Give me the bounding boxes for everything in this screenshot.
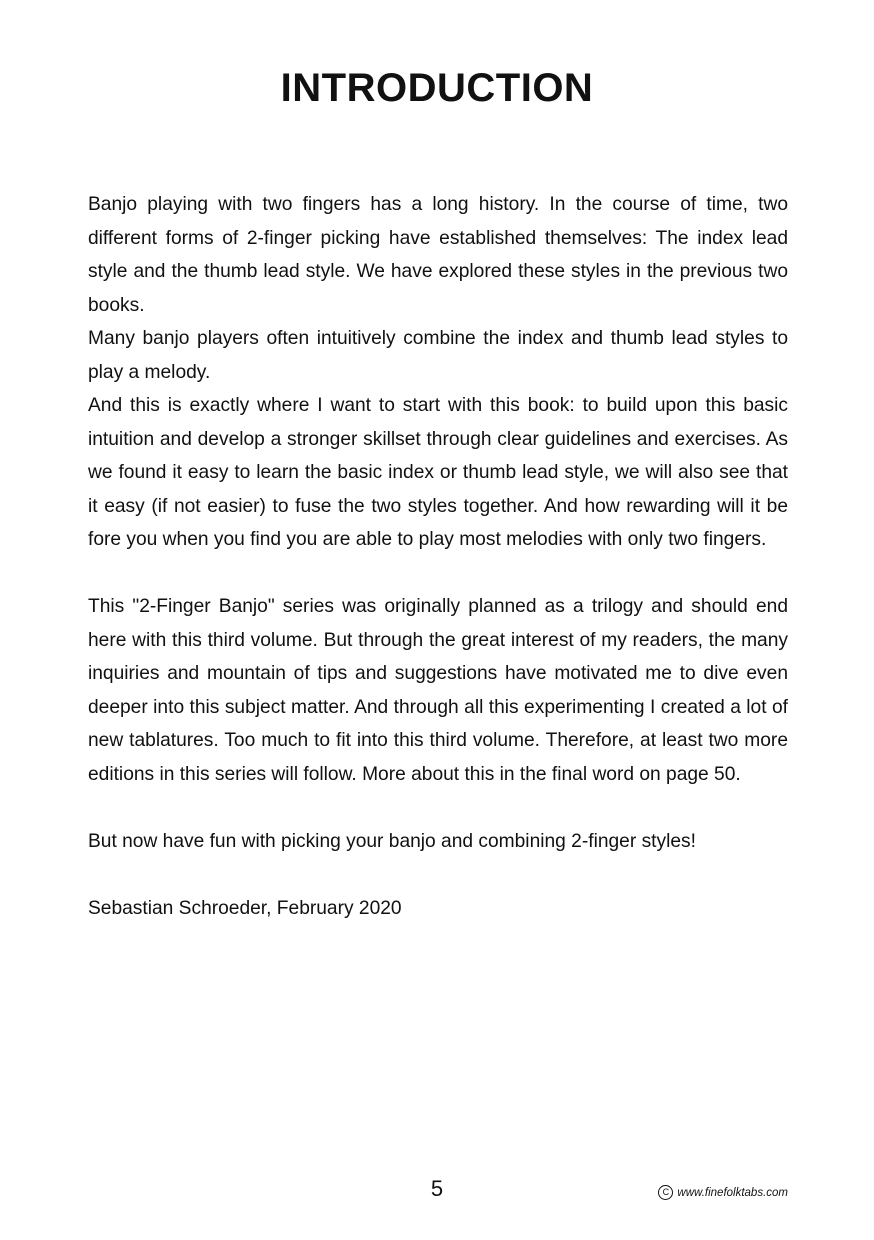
paragraph-spacer [88,557,788,591]
closing-line: But now have fun with picking your banjo and combining 2-finger styles! [88,830,696,852]
page-number: 5 [430,1176,444,1201]
copyright-notice [658,1185,788,1200]
copyright-icon: C [658,1185,673,1200]
copyright-url: www.finefolktabs.com [677,1186,788,1199]
paragraph-intuition: Many banjo players often intuitively combine the index and thumb lead styles to play a melody. [88,328,788,383]
paragraph-spacer [88,858,788,892]
page-title: INTRODUCTION [280,66,594,110]
paragraph-series: This "2-Finger Banjo" series was originally planned as a trilogy and should end here with this third volume. But through the great interest of my readers, the many inquiries and mountain of tips and suggestions have motivated me to dive even deeper into this subject matter. And through all this experimenting I created a lot of new tablatures. Too much to fit into this third volume. Therefore, at least two more editions in this series will follow. More about this in the final word on page 50. [88,596,788,785]
paragraph-history: Banjo playing with two fingers has a long history. In the course of time, two different forms of 2-finger picking have established themselves: The index lead style and the thumb lead style. We have explored these styles in the previous two books. [88,194,788,316]
introduction-body [88,188,788,925]
paragraph-spacer [88,791,788,825]
paragraph-book-goal: And this is exactly where I want to start with this book: to build upon this basic intuition and develop a stronger skillset through clear guidelines and exercises. As we found it easy to learn the basic index or thumb lead style, we will also see that it easy (if not easier) to fuse the two styles together. And how rewarding will it be fore you when you find you are able to play most melodies with only two fingers. [88,395,788,550]
author-signature: Sebastian Schroeder, February 2020 [88,897,402,919]
